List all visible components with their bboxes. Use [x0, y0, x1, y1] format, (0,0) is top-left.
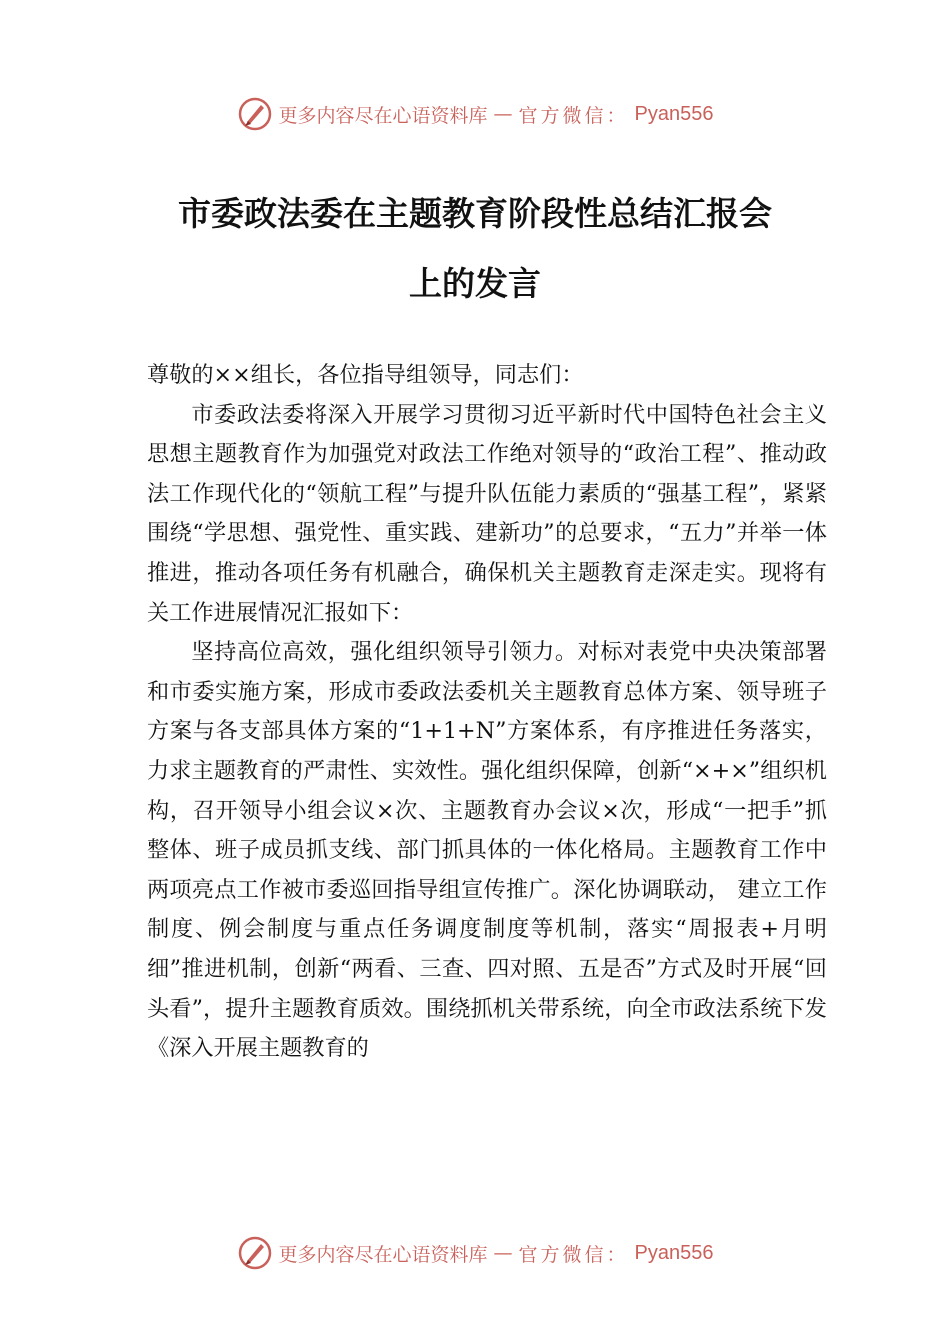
watermark-official: 官方微信： [518, 104, 629, 127]
pen-logo-icon [237, 1235, 273, 1271]
watermark-id: Pyan556 [634, 102, 714, 125]
watermark-official: 官方微信： [518, 1243, 629, 1266]
paragraph-2: 坚持高位高效，强化组织领导引领力。对标对表党中央决策部署和市委实施方案，形成市委政法委机关主题教育总体方案、领导班子方案与各支部具体方案的“1+1+N”方案体系，有序推进任务落实，力求主题教育的严肃性、实效性。强化组织保障，创新“×+×”组织机构，召开领导小组会议×次、主题教育办会议×次，形成“一把手”抓整体、班子成员抓支线、部门抓具体的一体化格局。主题教育工作中两项亮点工作被市委巡回指导组宣传推广。深化协调联动， 建立工作制度、例会制度与重点任务调度制度等机制，落实“周报表+月明细”推进机制，创新“两看、三查、四对照、五是否”方式及时开展“回头看”，提升主题教育质效。围绕抓机关带系统，向全市政法系统下发《深入开展主题教育的 [147, 639, 827, 1062]
salutation: 尊敬的××组长，各位指导组领导，同志们： [147, 362, 584, 388]
watermark-dash: — [493, 1242, 513, 1264]
watermark-dash: — [493, 103, 513, 125]
watermark-id: Pyan556 [634, 1241, 714, 1264]
document-title-line1: 市委政法委在主题教育阶段性总结汇报会 [178, 194, 772, 233]
document-title-line2: 上的发言 [409, 264, 541, 303]
footer-watermark [0, 1233, 950, 1273]
watermark-brand: 更多内容尽在心语资料库 [278, 104, 488, 127]
pen-logo-icon [237, 96, 273, 132]
document-body [147, 356, 827, 1069]
watermark-brand: 更多内容尽在心语资料库 [278, 1243, 488, 1266]
paragraph-1: 市委政法委将深入开展学习贯彻习近平新时代中国特色社会主义思想主题教育作为加强党对政法工作绝对领导的“政治工程”、推动政法工作现代化的“领航工程”与提升队伍能力素质的“强基工程”，紧紧围绕“学思想、强党性、重实践、建新功”的总要求，“五力”并举一体推进，推动各项任务有机融合，确保机关主题教育走深走实。现将有关工作进展情况汇报如下： [147, 401, 827, 626]
header-watermark [0, 94, 950, 134]
